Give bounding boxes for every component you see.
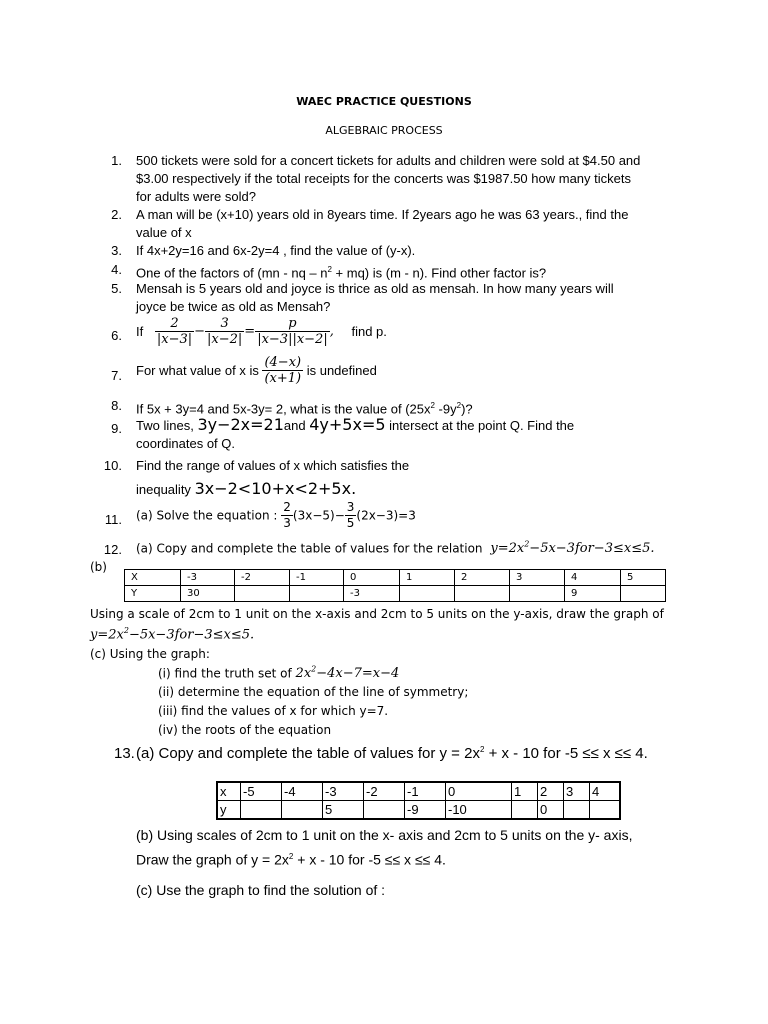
table-cell: -3 [344,586,400,602]
table-cell: 2 [538,782,564,801]
table-cell: -2 [235,570,290,586]
question-number: 6. [111,328,122,343]
question-9: Two lines, 3y−2x=21and 4y+5x=5 intersect at the point Q. Find the coordinates of Q. [136,415,575,451]
part-c-iii: (iii) find the values of x for which y=7. [158,704,389,718]
fraction: $\frac{p}{|x-3||x-2|}$ [257,316,328,347]
question-12: (a) Copy and complete the table of values for the relation $y=2x^2-5x-3for-3\le x\le 5$. [136,540,655,557]
question-7: For what value of x is $\frac{(4-x)}{(x+1)}$ is undefined [136,355,377,386]
q13-values-table [216,781,621,820]
fraction: $\frac{(4-x)}{(x+1)}$ [264,355,302,386]
table-cell [564,801,590,820]
table-cell: 0 [538,801,564,820]
question-13b: (b) Using scales of 2cm to 1 unit on the x- axis and 2cm to 5 units on the y- axis, Draw the graph of $y = 2x^2 + x - 10$ for -5 ≤≤ x ≤≤ 4. [136,827,633,868]
table-cell [400,586,455,602]
part-c-ii: (ii) determine the equation of the line of symmetry; [158,685,469,699]
table-cell: Y [125,586,181,602]
question-number: 1. [111,153,122,168]
table-cell: 1 [400,570,455,586]
question-number: 2. [111,207,122,222]
question-number: 11. [104,512,122,527]
question-5: Mensah is 5 years old and joyce is thrice as old as mensah. In how many years will joyce be twice as old as Mensah? [136,281,614,314]
table-cell: -2 [364,782,405,801]
table-cell: -10 [446,801,512,820]
table-cell [455,586,510,602]
part-c-i: (i) find the truth set of $2x^2-4x-7=x-4$ [158,665,400,682]
question-10: Find the range of values of x which satisfies the inequality 3x−2<10+x<2+5x. [136,458,410,498]
table-cell: 9 [565,586,621,602]
question-13a: (a) Copy and complete the table of values for $y = 2x^2 + x - 10$ for -5 ≤≤ x ≤≤ 4. [136,745,648,762]
question-3: If 4x+2y=16 and 6x-2y=4 , find the value of (y-x). [136,243,416,258]
table-row [217,782,620,801]
table-cell [364,801,405,820]
question-number: 8. [111,398,122,413]
table-cell: 5 [323,801,364,820]
table-cell: -4 [282,782,323,801]
table-row [125,586,666,602]
question-number: 5. [111,281,122,296]
question-number: 4. [111,262,122,277]
question-number: 10. [103,458,122,473]
fraction: $\frac{2}{3}$ [283,500,291,530]
table-cell [621,586,666,602]
question-number: 12. [103,542,122,557]
part-c-label: (c) Using the graph: [90,647,210,661]
table-cell [512,801,538,820]
table-cell: -3 [323,782,364,801]
table-cell: X [125,570,181,586]
question-8: If 5x + 3y=4 and 5x-3y= 2, what is the value of ($25x^2$ $-9y^2$)? [136,401,473,417]
page-title: WAEC PRACTICE QUESTIONS [296,95,472,108]
table-cell [510,586,565,602]
question-11: (a) Solve the equation : $\frac{2}{3}$ (3x−5)− $\frac{3}{5}$ (2x−3)=3 [136,500,416,530]
fraction: $\frac{3}{5}$ [346,500,355,530]
table-cell [235,586,290,602]
question-4: One of the factors of (mn - nq – $n^2 + mq$) is (m - n). Find other factor is? [136,265,547,281]
table-cell: 4 [565,570,621,586]
table-cell: -9 [405,801,446,820]
table-cell [590,801,621,820]
question-number: 13. [114,745,135,762]
scale-instruction: Using a scale of 2cm to 1 unit on the x-axis and 2cm to 5 units on the y-axis, draw the graph of [90,607,664,621]
question-6: If $\frac{2}{|x-3|}$ − $\frac{3}{|x-2|}$ = $\frac{p}{|x-3||x-2|}$ , find p. [136,316,387,347]
table-cell: x [217,782,241,801]
question-number: 3. [111,243,122,258]
q12-values-table [124,569,666,602]
table-cell: -5 [241,782,282,801]
table-cell [290,586,344,602]
table-cell: 0 [344,570,400,586]
question-1: 500 tickets were sold for a concert tickets for adults and children were sold at $4.50 and $3.00 respectively if the total receipts for the concerts was $1987.50 how many tickets for adults were sold? [136,153,641,204]
question-2: A man will be (x+10) years old in 8years time. If 2years ago he was 63 years., find the value of x [136,207,629,240]
part-b-label: (b) [90,560,107,574]
table-cell: 3 [564,782,590,801]
table-cell [282,801,323,820]
table-cell: 0 [446,782,512,801]
fraction: $\frac{3}{|x-2|}$ [207,316,243,347]
table-cell: 3 [510,570,565,586]
table-row [125,570,666,586]
table-cell: -3 [181,570,235,586]
question-number: 7. [111,368,122,383]
table-row [217,801,620,820]
page-subtitle: ALGEBRAIC PROCESS [325,124,443,137]
table-cell: y [217,801,241,820]
fraction: $\frac{2}{|x-3|}$ [156,316,193,347]
table-cell: -1 [290,570,344,586]
table-cell [241,801,282,820]
table-cell: -1 [405,782,446,801]
table-cell: 1 [512,782,538,801]
question-number: 9. [111,421,122,436]
graph-relation: $y=2x^2-5x-3for-3\le x\le 5$. [90,626,255,643]
table-cell: 2 [455,570,510,586]
table-cell: 5 [621,570,666,586]
part-c-iv: (iv) the roots of the equation [158,723,332,737]
table-cell: 30 [181,586,235,602]
table-cell: 4 [590,782,621,801]
question-13c: (c) Use the graph to find the solution of : [136,882,386,898]
